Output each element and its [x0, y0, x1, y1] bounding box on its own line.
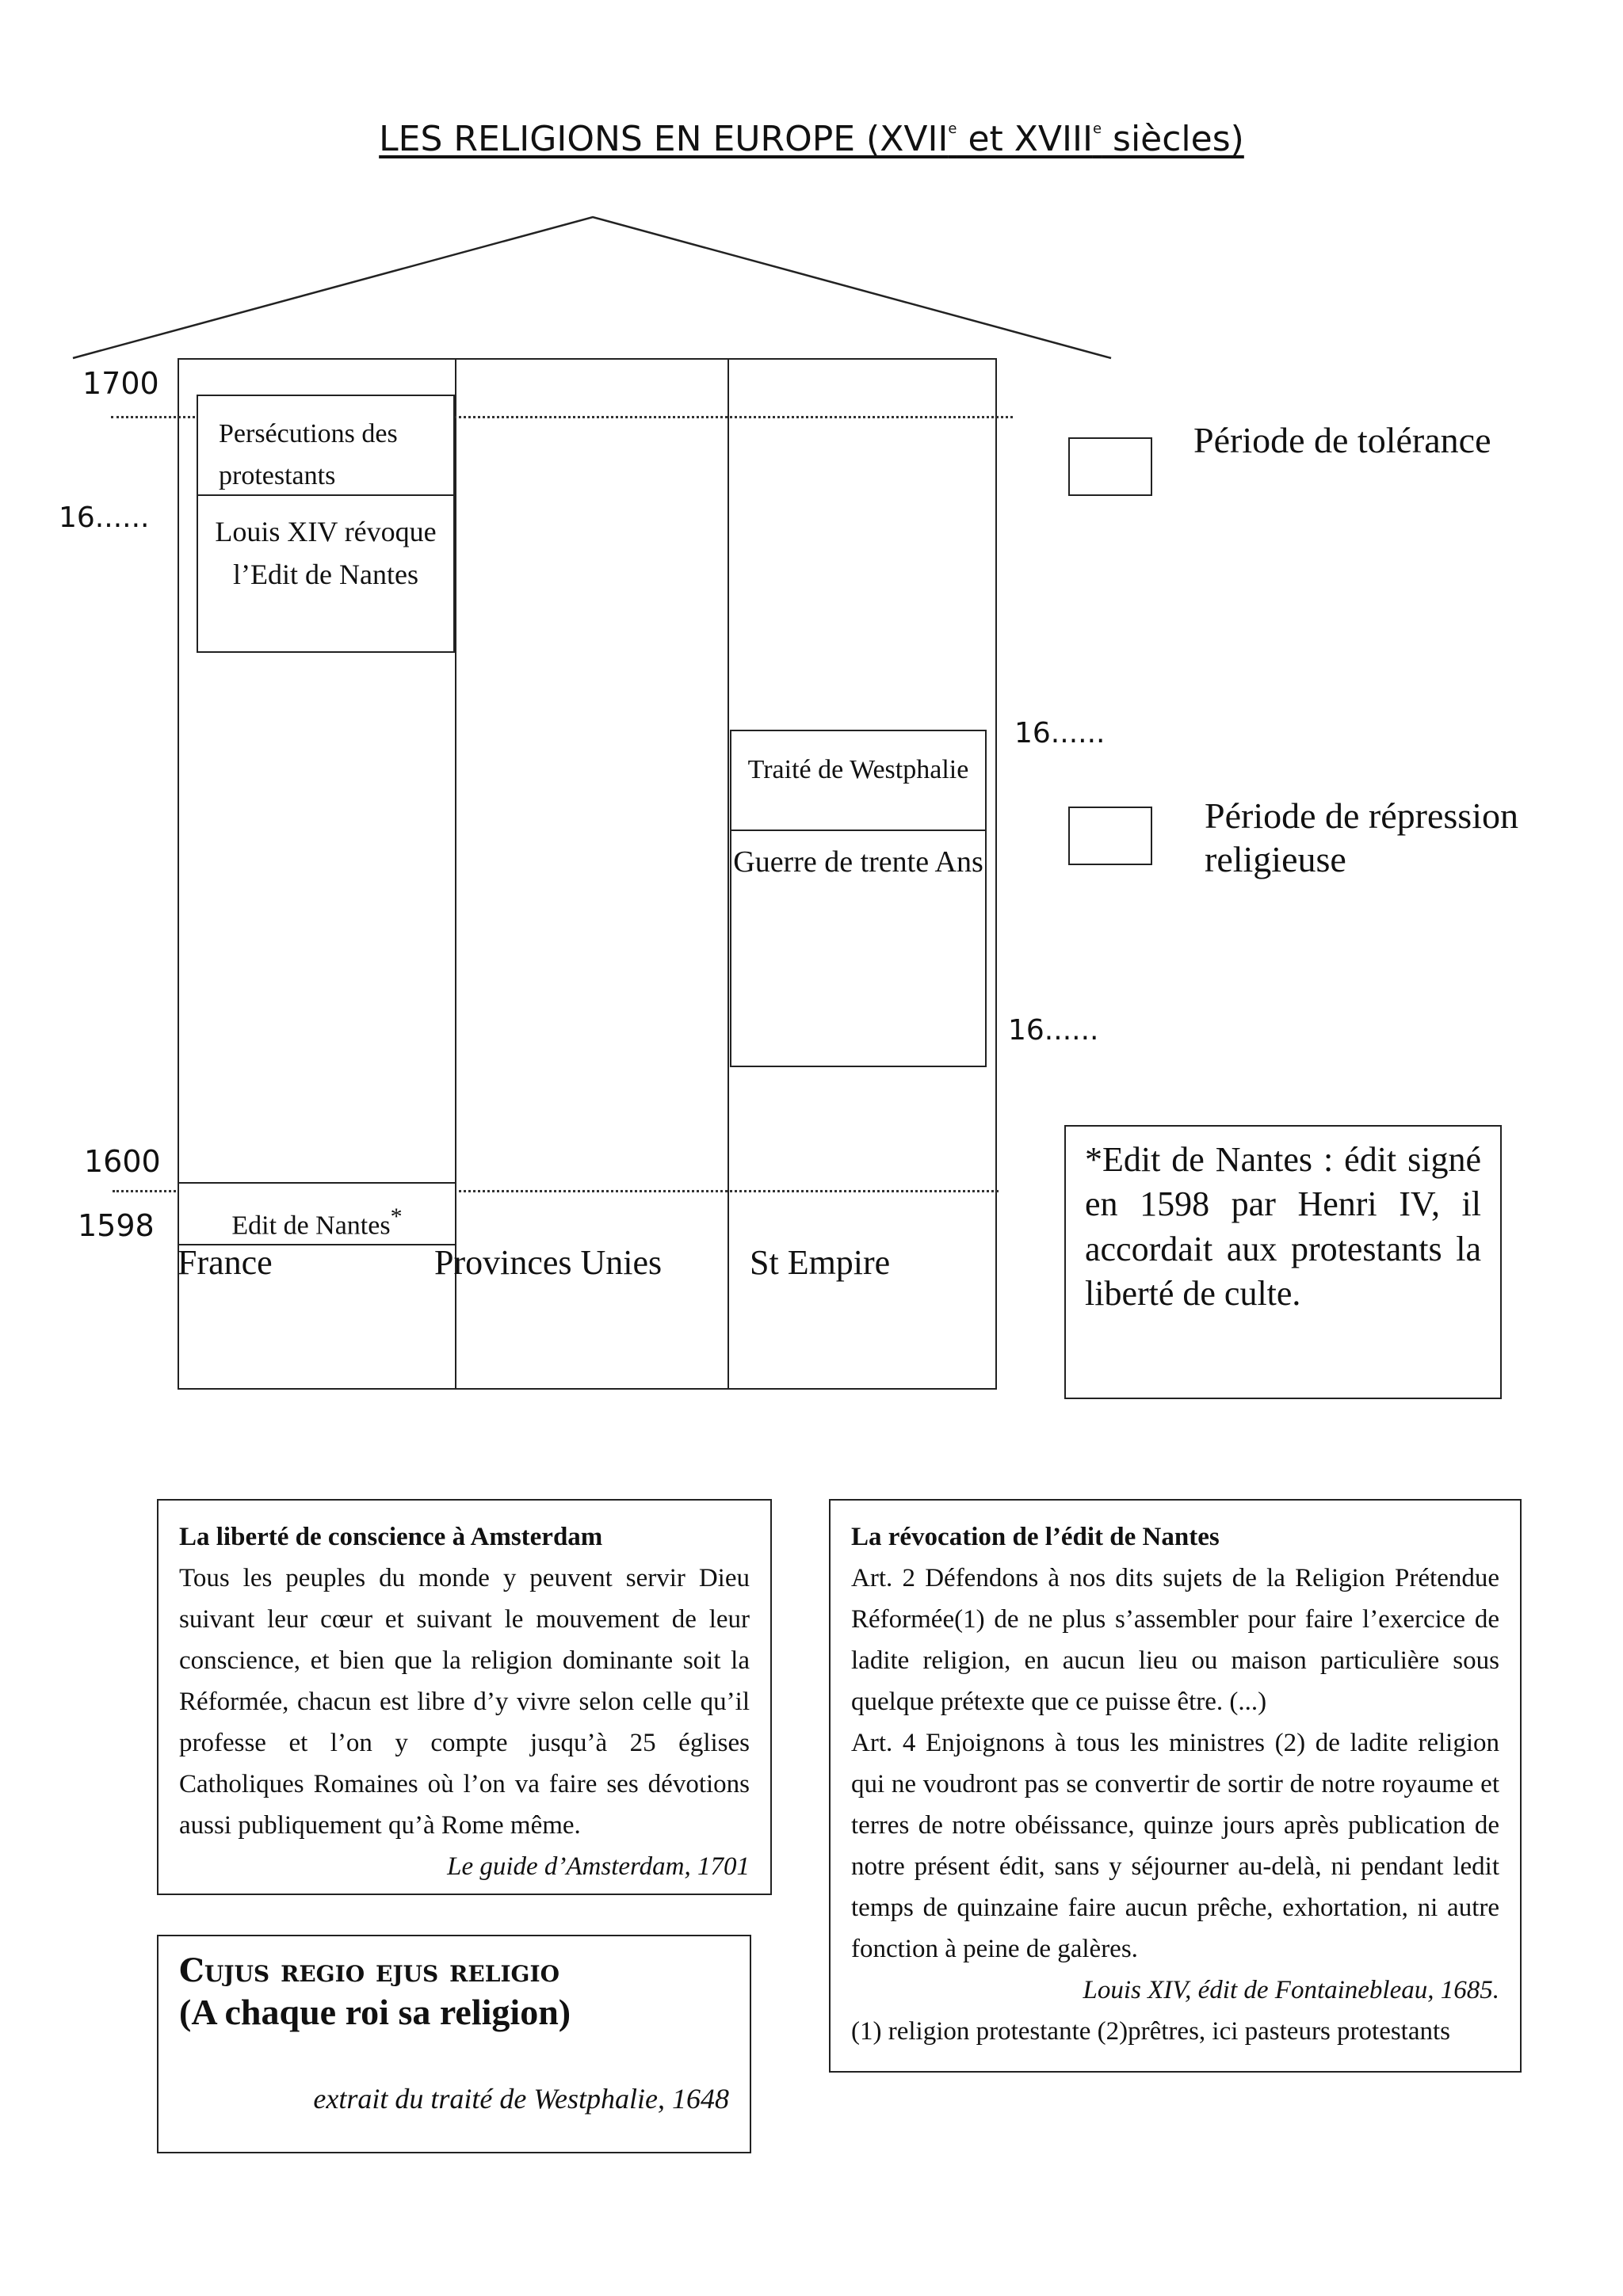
page-title: LES RELIGIONS EN EUROPE (XVIIe et XVIIIe siècles)	[379, 119, 1244, 159]
column-label-france: France	[178, 1243, 273, 1282]
edit-nantes-note: *Edit de Nantes : édit signé en 1598 par Henri IV, il accordait aux protestants la liberté de culte.	[1064, 1125, 1502, 1399]
column-label-st-empire: St Empire	[750, 1243, 891, 1282]
roof-triangle	[0, 0, 1623, 372]
doc-revocation	[829, 1499, 1522, 2073]
cujus-regio-translation: (A chaque roi sa religion)	[179, 1992, 571, 2032]
year-16-blank-right-upper: 16......	[1014, 717, 1106, 749]
year-1598: 1598	[78, 1208, 155, 1243]
legend-repression-label: Période de répression religieuse	[1205, 795, 1518, 880]
doc-revocation-source: Louis XIV, édit de Fontainebleau, 1685.	[1083, 1976, 1499, 2004]
cujus-regio-source: extrait du traité de Westphalie, 1648	[313, 2083, 729, 2115]
legend-tolerance-label: Période de tolérance	[1193, 420, 1491, 460]
event-edit-de-nantes: Edit de Nantes*	[178, 1182, 456, 1245]
event-guerre-trente-ans: Guerre de trente Ans	[730, 830, 987, 1067]
event-louis-xiv-revocation: Louis XIV révoque l’Edit de Nantes	[197, 494, 455, 653]
doc-amsterdam-source: Le guide d’Amsterdam, 1701	[447, 1852, 750, 1881]
doc-amsterdam-body: Tous les peuples du monde y peuvent servir Dieu suivant leur cœur et suivant le mouvement de leur conscience, et bien que la religion dominante soit la Réformée, chacun est libre d’y vivre selon celle qu’il professe et l’on y compte jusqu’à 25 églises Catholiques Romaines où l’on va faire ses dévotions aussi publiquement qu’à Rome même.	[179, 1564, 750, 1840]
column-label-provinces-unies: Provinces Unies	[434, 1243, 663, 1282]
year-16-blank-right-lower: 16......	[1008, 1014, 1099, 1047]
doc-amsterdam	[157, 1499, 772, 1895]
event-persecutions: Persécutions des protestants	[197, 395, 455, 496]
event-traite-westphalie: Traité de Westphalie	[730, 730, 987, 831]
doc-amsterdam-title: La liberté de conscience à Amsterdam	[179, 1523, 603, 1551]
cujus-regio-latin: Cujus regio ejus religio	[179, 1952, 559, 1989]
column-provinces-unies	[455, 358, 729, 1390]
legend-tolerance-swatch[interactable]	[1068, 437, 1152, 496]
doc-revocation-footnote: (1) religion protestante (2)prêtres, ici pasteurs protestants	[851, 2017, 1451, 2046]
legend-repression-swatch[interactable]	[1068, 807, 1152, 865]
year-1600: 1600	[84, 1144, 161, 1179]
doc-revocation-title: La révocation de l’édit de Nantes	[851, 1523, 1220, 1551]
doc-revocation-art4: Art. 4 Enjoignons à tous les ministres (2) de ladite religion qui ne voudront pas se convertir de sortir de notre royaume et terres de notre obéissance, quinze jours après publication de notre présent édit, sans y séjourner au-delà, ni pendant ledit temps de quinzaine faire aucun prêche, exhortation, ni autre fonction à peine de galères.	[851, 1729, 1499, 1963]
doc-revocation-art2: Art. 2 Défendons à nos dits sujets de la Religion Prétendue Réformée(1) de ne plus s’assembler pour faire l’exercice de ladite religion, en aucun lieu ou maison particulière sous quelque prétexte que ce puisse être. (...)	[851, 1564, 1499, 1716]
year-16-blank-left: 16......	[59, 502, 150, 534]
year-1700: 1700	[82, 366, 159, 401]
doc-cujus-regio	[157, 1935, 751, 2153]
